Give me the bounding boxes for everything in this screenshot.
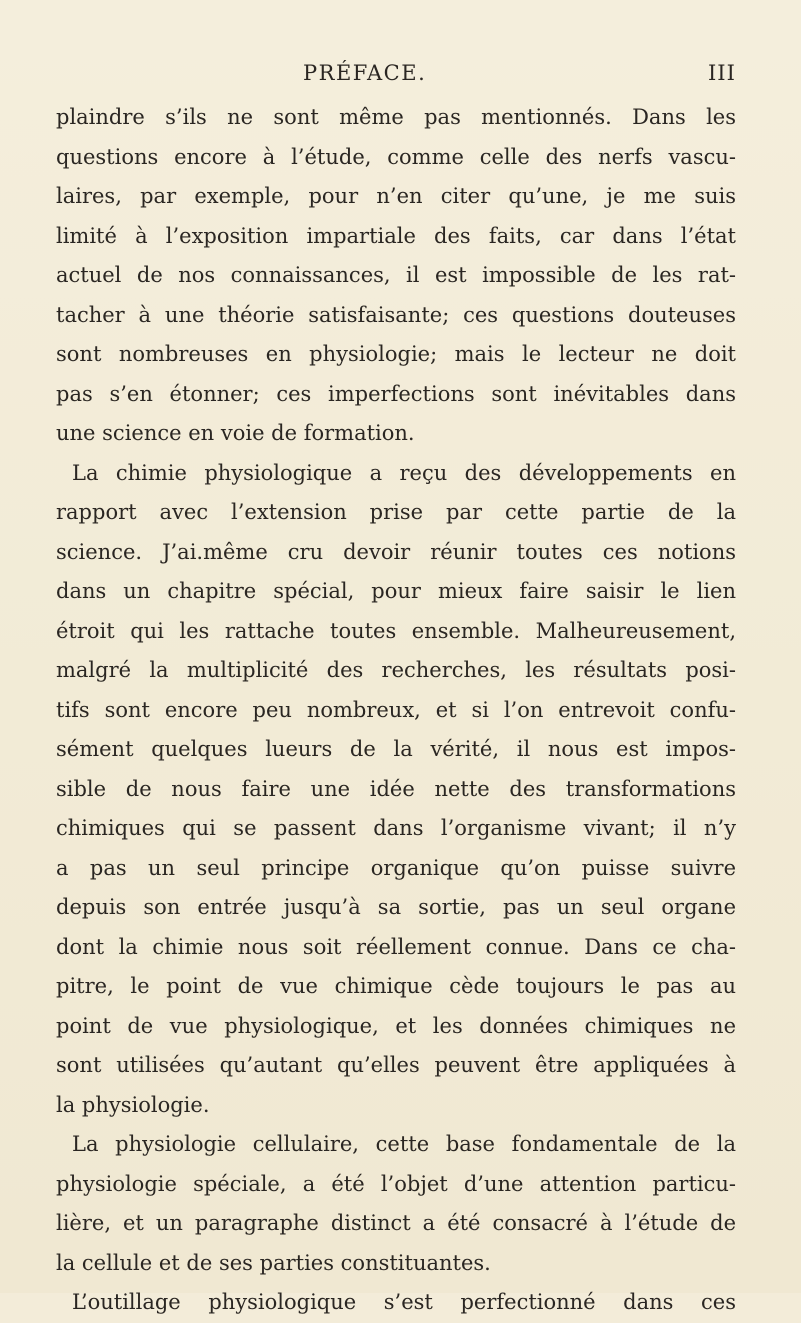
text-line: malgré la multiplicité des recherches, les résultats posi- bbox=[56, 658, 736, 682]
text-line: La chimie physiologique a reçu des développements en bbox=[72, 460, 736, 485]
text-line: sont utilisées qu’autant qu’elles peuvent être appliquées à bbox=[56, 1053, 736, 1077]
text-line: chimiques qui se passent dans l’organisme vivant; il n’y bbox=[56, 816, 736, 840]
text-line: La physiologie cellulaire, cette base fondamentale de la bbox=[72, 1132, 736, 1156]
text-line: plaindre s’ils ne sont même pas mentionnés. Dans les bbox=[56, 105, 736, 129]
text-line: sément quelques lueurs de la vérité, il nous est impos- bbox=[56, 737, 736, 761]
text-line: étroit qui les rattache toutes ensemble. Malheureusement, bbox=[56, 618, 736, 643]
text-line: dont la chimie nous soit réellement connue. Dans ce cha- bbox=[56, 934, 736, 959]
body-text bbox=[56, 98, 736, 1323]
text-line: rapport avec l’extension prise par cette partie de la bbox=[56, 500, 736, 524]
text-line: tacher à une théorie satisfaisante; ces questions douteuses bbox=[56, 302, 736, 327]
text-line: physiologie spéciale, a été l’objet d’une attention particu- bbox=[56, 1171, 736, 1196]
text-line: une science en voie de formation. bbox=[56, 421, 415, 445]
running-head bbox=[0, 58, 801, 88]
text-line: sible de nous faire une idée nette des transformations bbox=[56, 776, 736, 801]
text-line: tifs sont encore peu nombreux, et si l’on entrevoit confu- bbox=[56, 697, 736, 722]
text-line: lière, et un paragraphe distinct a été consacré à l’étude de bbox=[56, 1211, 736, 1235]
text-line: pas s’en étonner; ces imperfections sont inévitables dans bbox=[56, 381, 736, 406]
text-line: actuel de nos connaissances, il est impossible de les rat- bbox=[56, 263, 736, 287]
text-line: la cellule et de ses parties constituantes. bbox=[56, 1250, 491, 1275]
text-line: science. J’ai.même cru devoir réunir toutes ces notions bbox=[56, 539, 736, 564]
text-line: limité à l’exposition impartiale des faits, car dans l’état bbox=[56, 223, 736, 248]
text-line: laires, par exemple, pour n’en citer qu’une, je me suis bbox=[56, 184, 736, 208]
text-line: point de vue physiologique, et les données chimiques ne bbox=[56, 1013, 736, 1038]
text-line: L’outillage physiologique s’est perfectionné dans ces bbox=[72, 1290, 736, 1314]
text-line: dans un chapitre spécial, pour mieux faire saisir le lien bbox=[56, 579, 736, 603]
text-line: pitre, le point de vue chimique cède toujours le pas au bbox=[56, 974, 736, 998]
text-line: a pas un seul principe organique qu’on puisse suivre bbox=[56, 855, 736, 880]
text-line: questions encore à l’étude, comme celle des nerfs vascu- bbox=[56, 144, 736, 169]
page-number: III bbox=[708, 61, 736, 85]
text-line: la physiologie. bbox=[56, 1092, 210, 1117]
text-line: sont nombreuses en physiologie; mais le lecteur ne doit bbox=[56, 342, 736, 366]
text-line: depuis son entrée jusqu’à sa sortie, pas un seul organe bbox=[56, 895, 736, 919]
running-title: PRÉFACE. bbox=[303, 61, 427, 85]
